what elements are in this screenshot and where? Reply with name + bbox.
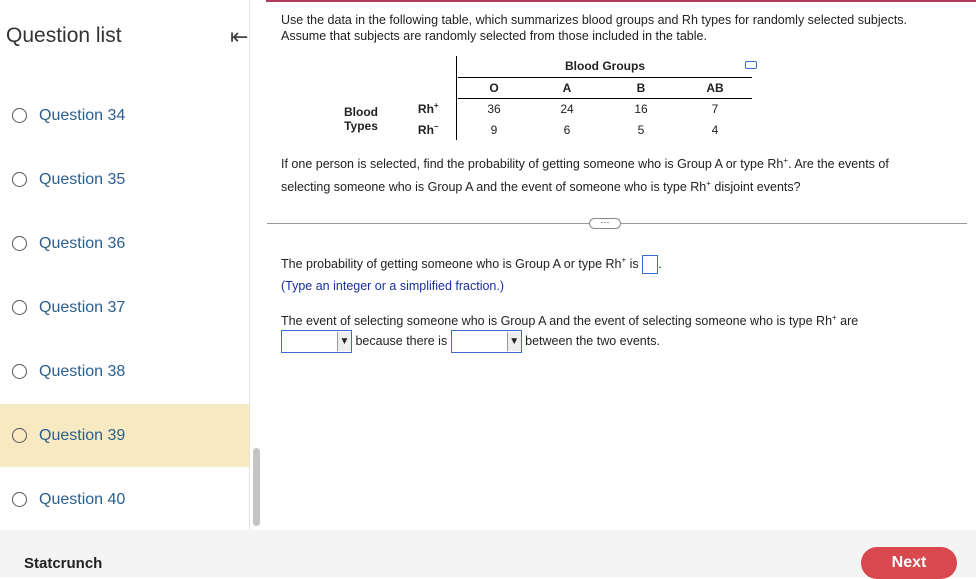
- dropdown-arrow-icon: ▼: [507, 332, 521, 351]
- question-list-sidebar: [0, 0, 250, 530]
- question-item-36[interactable]: [0, 212, 249, 275]
- row-label: Rh: [417, 102, 434, 116]
- statcrunch-link[interactable]: Statcrunch: [24, 555, 103, 572]
- answer-line-1: The probability of getting someone who is Group A or type Rh+ is .: [281, 255, 662, 274]
- radio-icon: [12, 300, 27, 315]
- question-label: Question 34: [39, 106, 126, 124]
- question-label: Question 40: [39, 490, 126, 508]
- intro-line-1: Use the data in the following table, which summarizes blood groups and Rh types for randomly selected subjects.: [281, 13, 908, 27]
- radio-icon: [12, 108, 27, 123]
- cell: 7: [711, 101, 719, 116]
- sup: +: [433, 101, 439, 110]
- col-header: A: [530, 77, 604, 98]
- question-item-35[interactable]: [0, 148, 249, 211]
- question-item-37[interactable]: [0, 276, 249, 339]
- question-panel: [281, 0, 976, 530]
- prompt-line-1: If one person is selected, find the probability of getting someone who is Group A or type Rh+. Are the events of: [281, 156, 889, 172]
- blood-table: [321, 56, 752, 140]
- question-item-40[interactable]: [0, 468, 249, 531]
- col-header: AB: [678, 77, 752, 98]
- radio-icon: [12, 428, 27, 443]
- sidebar-title: Question list: [6, 24, 122, 47]
- answer-line-2: The event of selecting someone who is Group A and the event of selecting someone who is type Rh+ are: [281, 313, 859, 329]
- question-label: Question 39: [39, 426, 126, 444]
- row-label: Rh: [417, 123, 434, 137]
- next-button[interactable]: Next: [861, 547, 957, 579]
- probability-answer-input[interactable]: [642, 255, 658, 274]
- footer: [0, 530, 976, 577]
- row-header: Types: [344, 119, 378, 133]
- sup: −: [433, 122, 439, 131]
- radio-icon: [12, 172, 27, 187]
- sidebar-scrollbar[interactable]: [253, 448, 260, 526]
- radio-icon: [12, 236, 27, 251]
- question-item-34[interactable]: [0, 84, 249, 147]
- question-label: Question 37: [39, 298, 126, 316]
- cell: 6: [563, 122, 571, 137]
- more-button[interactable]: ···: [589, 218, 621, 229]
- prompt-line-2: selecting someone who is Group A and the event of someone who is type Rh+ disjoint events?: [281, 179, 801, 195]
- question-label: Question 36: [39, 234, 126, 252]
- cell: 9: [490, 122, 498, 137]
- intro-line-2: Assume that subjects are randomly selected from those included in the table.: [281, 29, 707, 43]
- radio-icon: [12, 364, 27, 379]
- cell: 5: [637, 122, 645, 137]
- question-label: Question 35: [39, 170, 126, 188]
- cell: 4: [711, 122, 719, 137]
- col-header: B: [604, 77, 678, 98]
- disjoint-dropdown[interactable]: [281, 330, 352, 353]
- dropdown-arrow-icon: ▼: [337, 332, 351, 351]
- row-header: Blood: [344, 105, 378, 119]
- overlap-dropdown[interactable]: [451, 330, 522, 353]
- cell: 24: [560, 101, 574, 116]
- question-item-38[interactable]: [0, 340, 249, 403]
- cell: 36: [487, 101, 501, 116]
- group-header: Blood Groups: [458, 56, 752, 77]
- popout-icon[interactable]: [745, 61, 757, 69]
- hint-text: (Type an integer or a simplified fraction.): [281, 279, 505, 293]
- radio-icon: [12, 492, 27, 507]
- collapse-sidebar-icon[interactable]: ⇤: [230, 24, 249, 49]
- answer-line-3: ▼ because there is ▼ between the two events.: [281, 330, 660, 353]
- cell: 16: [634, 101, 648, 116]
- col-header: O: [458, 77, 530, 98]
- question-label: Question 38: [39, 362, 126, 380]
- question-item-39[interactable]: [0, 404, 249, 467]
